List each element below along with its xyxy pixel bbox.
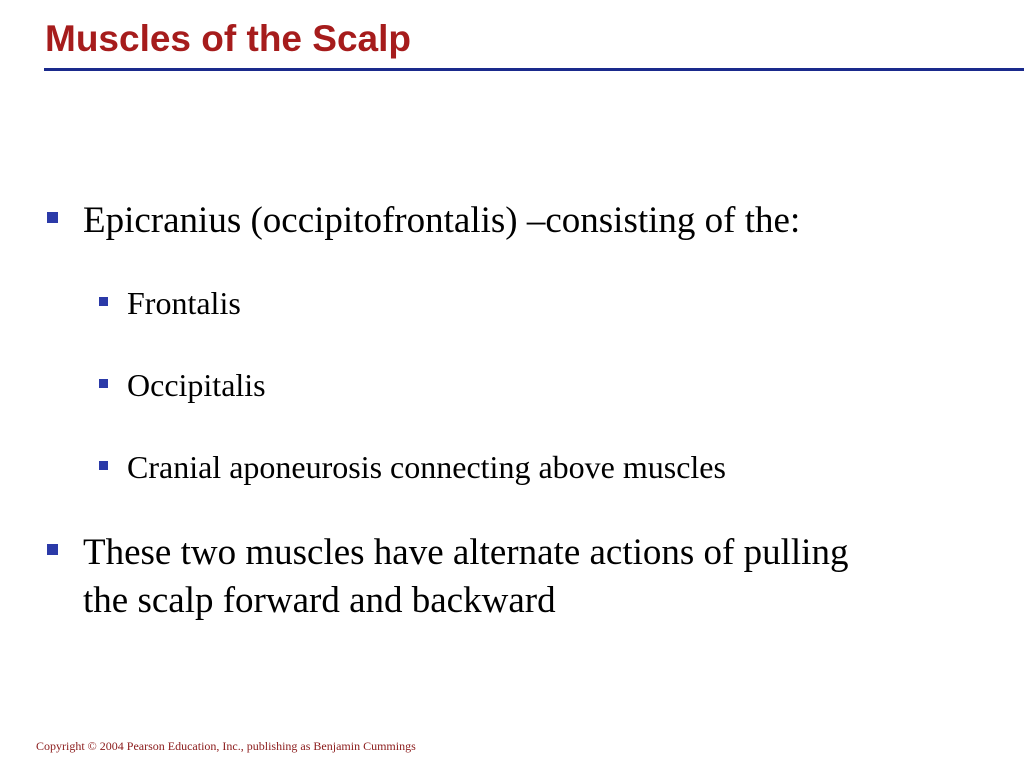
bullet-text: Epicranius (occipitofrontalis) –consisting of the: <box>83 200 801 241</box>
slide-title: Muscles of the Scalp <box>45 18 411 59</box>
bullet-text-line-1: These two muscles have alternate actions of pulling <box>83 532 849 573</box>
square-bullet-icon <box>99 379 108 388</box>
square-bullet-icon <box>47 212 58 223</box>
bullet-text: Cranial aponeurosis connecting above muscles <box>127 449 726 485</box>
bullet-text-line-2: the scalp forward and backward <box>83 580 556 621</box>
square-bullet-icon <box>99 297 108 306</box>
bullet-text: Occipitalis <box>127 367 266 403</box>
title-divider <box>44 68 1024 71</box>
square-bullet-icon <box>99 461 108 470</box>
bullet-text: Frontalis <box>127 285 241 321</box>
copyright-footer: Copyright © 2004 Pearson Education, Inc., publishing as Benjamin Cummings <box>36 739 416 753</box>
square-bullet-icon <box>47 544 58 555</box>
